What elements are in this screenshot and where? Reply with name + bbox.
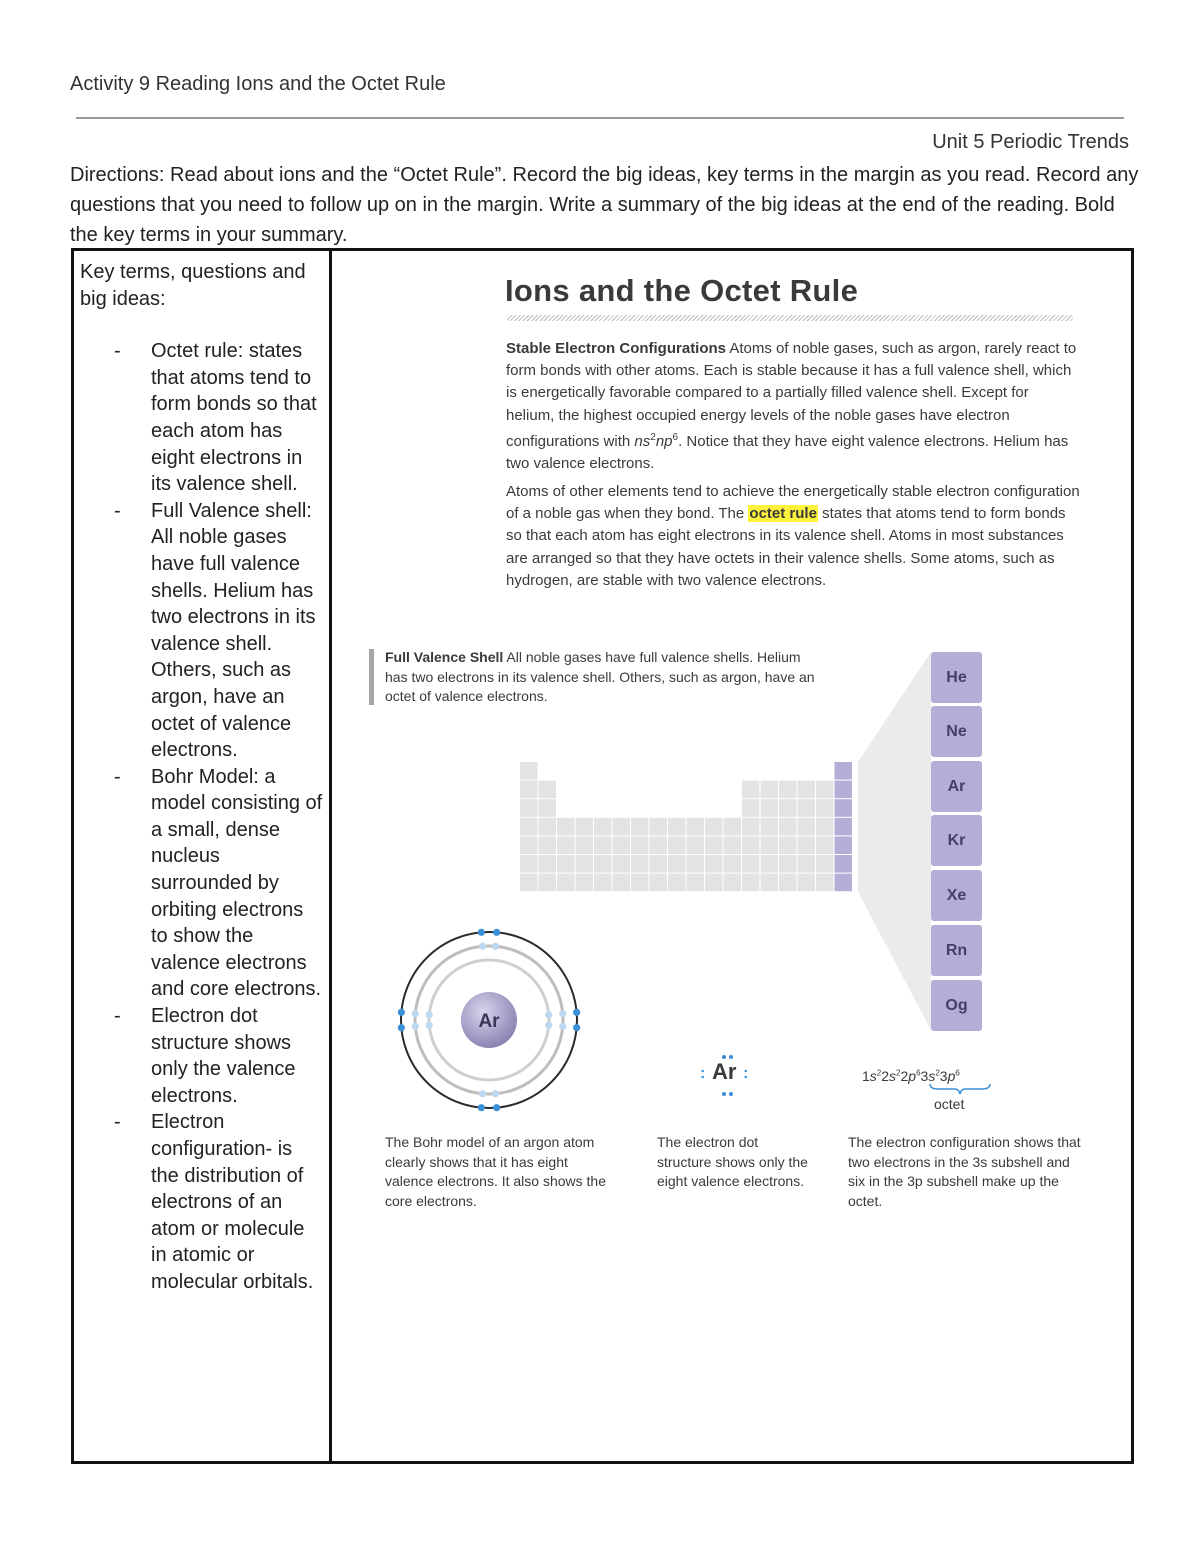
periodic-cell (594, 855, 612, 873)
electron (573, 1024, 580, 1031)
dot-top-a (722, 1055, 726, 1059)
header-rule (76, 117, 1124, 119)
paragraph-heading: Stable Electron Configurations (506, 340, 727, 357)
document-title: Activity 9 Reading Ions and the Octet Rule (70, 73, 446, 95)
config-part: 6 (916, 1068, 921, 1078)
electron (545, 1022, 552, 1029)
electron (492, 1090, 499, 1097)
periodic-cell (761, 781, 779, 799)
config-part: p (947, 1068, 956, 1084)
formula-np: np (655, 432, 673, 450)
periodic-cell (687, 836, 705, 854)
notes-list (80, 338, 325, 1295)
config-part: 3 (939, 1068, 948, 1084)
periodic-cell (631, 836, 649, 854)
periodic-cell (816, 781, 834, 799)
note-text: Octet rule: states that atoms tend to form bonds so that each atom has eight electrons in its valence shell. (151, 340, 317, 496)
periodic-cell (798, 874, 816, 892)
directions-text: Directions: Read about ions and the “Octet Rule”. Record the big ideas, key terms in the margin as you read. Record any questions that you need to follow up on in the margin. Write a summary of the big ideas at the end of the reading. Bold the key terms in your summary. (70, 164, 1139, 246)
periodic-cell (520, 874, 538, 892)
dot-bottom-b (729, 1092, 733, 1096)
periodic-cell (687, 855, 705, 873)
dot-symbol: Ar (712, 1059, 737, 1084)
noble-gas-cell: Xe (931, 870, 982, 921)
config-part: 2 (896, 1068, 901, 1078)
zoom-wedge (858, 652, 931, 1030)
periodic-cell (835, 781, 853, 799)
dot-pair-left: : (700, 1065, 706, 1082)
periodic-cell (761, 836, 779, 854)
periodic-cell (576, 818, 594, 836)
periodic-table-grid (520, 762, 852, 891)
periodic-cell (835, 799, 853, 817)
note-item (80, 498, 325, 764)
bohr-model-diagram (390, 922, 590, 1122)
octet-label: octet (934, 1096, 965, 1112)
config-part: p (908, 1068, 917, 1084)
periodic-cell (761, 855, 779, 873)
periodic-cell (520, 818, 538, 836)
periodic-cell (816, 799, 834, 817)
periodic-cell (668, 855, 686, 873)
dot-pair-right: : (743, 1065, 749, 1082)
periodic-cell (668, 836, 686, 854)
electron (412, 1010, 419, 1017)
config-part: 2 (900, 1068, 909, 1084)
caption-electron-configuration: The electron configuration shows that two electrons in the 3s subshell and six in the 3p subshell make up the octet. (848, 1134, 1081, 1209)
electron-dot-structure (700, 1059, 748, 1085)
electron (478, 929, 485, 936)
periodic-cell (576, 874, 594, 892)
periodic-cell (724, 874, 742, 892)
note-bullet: - (114, 1111, 121, 1134)
periodic-cell (742, 781, 760, 799)
config-part: s (928, 1068, 936, 1084)
formula-superscript: 6 (672, 431, 679, 443)
periodic-cell (761, 874, 779, 892)
callout-text: All noble gases have full valence shells. Helium has two electrons in its valence shell. Others, such as argon, have an octet of valence electrons. (385, 649, 815, 704)
config-part: s (889, 1068, 897, 1084)
unit-label: Unit 5 Periodic Trends (932, 131, 1129, 153)
note-text: Bohr Model: a model consisting of a small, dense nucleus surrounded by orbiting electrons to show the valence electrons and core electrons. (151, 765, 323, 1001)
note-text: Full Valence shell: All noble gases have full valence shells. Helium has two electrons in its valence shell. Others, such as argon, have an octet of valence electrons. (151, 499, 316, 762)
dot-top-b (729, 1055, 733, 1059)
periodic-cell (724, 836, 742, 854)
periodic-cell (798, 799, 816, 817)
periodic-cell (557, 855, 575, 873)
periodic-cell (631, 874, 649, 892)
paragraph-text: states that atoms tend to form bonds so that each atom has eight electrons in its valence shell. Atoms in most substances are arranged so that they have octets in their valence shells. Some atoms, such as hydrogen, are stable with two valence electrons. (506, 505, 1066, 589)
note-bullet: - (114, 340, 121, 363)
periodic-cell (724, 818, 742, 836)
highlighted-term: octet rule (749, 505, 817, 523)
electron (559, 1023, 566, 1030)
periodic-cell (798, 818, 816, 836)
dot-bottom-a (722, 1092, 726, 1096)
config-part: 2 (881, 1068, 890, 1084)
periodic-cell (798, 781, 816, 799)
periodic-cell (761, 818, 779, 836)
periodic-cell (779, 855, 797, 873)
periodic-cell (576, 836, 594, 854)
config-part: 2 (935, 1068, 940, 1078)
periodic-cell (835, 818, 853, 836)
paragraph-octet-rule (506, 481, 1081, 592)
periodic-cell (687, 818, 705, 836)
paragraph-stable-configurations (506, 338, 1081, 475)
periodic-cell (816, 874, 834, 892)
periodic-cell (816, 855, 834, 873)
note-text: Electron configuration- is the distribution of electrons of an atom or molecule in atomic or molecular orbitals. (151, 1111, 314, 1293)
periodic-cell (779, 799, 797, 817)
periodic-cell (705, 855, 723, 873)
periodic-cell (687, 874, 705, 892)
config-part: s (869, 1068, 877, 1084)
bohr-symbol: Ar (478, 1011, 500, 1032)
electron (398, 1024, 405, 1031)
electron (492, 943, 499, 950)
periodic-cell (668, 874, 686, 892)
note-item (80, 764, 325, 1003)
periodic-cell (798, 836, 816, 854)
periodic-cell (835, 874, 853, 892)
periodic-cell (520, 762, 538, 780)
periodic-cell (557, 874, 575, 892)
periodic-cell (539, 818, 557, 836)
periodic-cell (520, 836, 538, 854)
config-part: 6 (955, 1068, 960, 1078)
periodic-cell (742, 818, 760, 836)
periodic-cell (650, 818, 668, 836)
periodic-cell (613, 836, 631, 854)
periodic-cell (594, 818, 612, 836)
formula-superscript: 2 (650, 431, 656, 443)
periodic-cell (539, 855, 557, 873)
note-item (80, 1003, 325, 1109)
periodic-cell (539, 781, 557, 799)
periodic-cell (539, 874, 557, 892)
config-part: 2 (876, 1068, 882, 1078)
periodic-cell (650, 836, 668, 854)
periodic-cell (705, 874, 723, 892)
periodic-cell (705, 836, 723, 854)
periodic-cell (594, 874, 612, 892)
electron (479, 1090, 486, 1097)
periodic-cell (742, 836, 760, 854)
note-bullet: - (114, 499, 121, 522)
note-item (80, 338, 325, 498)
periodic-cell (520, 855, 538, 873)
reading-title: Ions and the Octet Rule (505, 273, 859, 308)
periodic-cell (761, 799, 779, 817)
column-divider (329, 248, 332, 1461)
periodic-cell (742, 874, 760, 892)
callout-heading: Full Valence Shell (385, 649, 504, 665)
electron (545, 1011, 552, 1018)
electron (559, 1010, 566, 1017)
periodic-cell (539, 799, 557, 817)
periodic-cell (594, 836, 612, 854)
periodic-cell (724, 855, 742, 873)
electron (573, 1009, 580, 1016)
electron (398, 1009, 405, 1016)
caption-dot-structure: The electron dot structure shows only the eight valence electrons. (657, 1134, 808, 1189)
notes-heading: Key terms, questions and big ideas: (80, 261, 306, 310)
electron (412, 1023, 419, 1030)
periodic-cell (835, 855, 853, 873)
noble-gas-cell: Rn (931, 925, 982, 976)
periodic-cell (779, 836, 797, 854)
electron (493, 929, 500, 936)
electron (426, 1011, 433, 1018)
periodic-cell (816, 818, 834, 836)
paragraph-text: . Notice that they have eight valence electrons. Helium has two valence electrons. (506, 432, 1069, 473)
electron (493, 1104, 500, 1111)
periodic-cell (650, 874, 668, 892)
periodic-cell (705, 818, 723, 836)
periodic-cell (520, 781, 538, 799)
note-item (80, 1109, 325, 1295)
paragraph-text: Atoms of other elements tend to achieve the energetically stable electron configuration of a noble gas when they bond. The (506, 483, 1080, 523)
periodic-cell (576, 855, 594, 873)
note-text: Electron dot structure shows only the valence electrons. (151, 1005, 296, 1107)
periodic-cell (631, 818, 649, 836)
caption-bohr-model: The Bohr model of an argon atom clearly shows that it has eight valence electrons. It also shows the core electrons. (385, 1134, 607, 1209)
periodic-cell (668, 818, 686, 836)
formula-ns: ns (634, 432, 651, 450)
noble-gas-cell: He (931, 652, 982, 703)
electron (478, 1104, 485, 1111)
periodic-cell (613, 855, 631, 873)
callout-bar (369, 649, 374, 705)
periodic-cell (539, 836, 557, 854)
periodic-cell (835, 836, 853, 854)
noble-gas-cell: Ar (931, 761, 982, 812)
periodic-cell (557, 836, 575, 854)
notes-column (80, 259, 325, 1296)
electron (426, 1022, 433, 1029)
title-hatch-rule (507, 315, 1073, 321)
periodic-cell (798, 855, 816, 873)
config-part: 3 (920, 1068, 929, 1084)
octet-brace (928, 1082, 992, 1096)
periodic-cell (779, 818, 797, 836)
periodic-cell (742, 855, 760, 873)
note-bullet: - (114, 1005, 121, 1028)
noble-gas-cell: Ne (931, 706, 982, 757)
electron (479, 943, 486, 950)
periodic-cell (613, 874, 631, 892)
periodic-cell (520, 799, 538, 817)
noble-gas-cell: Og (931, 980, 982, 1031)
config-part: 1 (862, 1068, 870, 1084)
periodic-cell (742, 799, 760, 817)
periodic-cell (779, 874, 797, 892)
periodic-cell (835, 762, 853, 780)
note-bullet: - (114, 765, 121, 788)
periodic-cell (816, 836, 834, 854)
periodic-cell (650, 855, 668, 873)
periodic-cell (613, 818, 631, 836)
periodic-cell (779, 781, 797, 799)
periodic-cell (557, 818, 575, 836)
periodic-cell (631, 855, 649, 873)
paragraph-text: Atoms of noble gases, such as argon, rarely react to form bonds with other atoms. Each is stable because it has a full valence shell, which is energetically favorable compared to a partially filled valence shell. Except for helium, the highest occupied energy levels of the noble gases have electron configurations with (506, 340, 1077, 450)
noble-gas-cell: Kr (931, 815, 982, 866)
